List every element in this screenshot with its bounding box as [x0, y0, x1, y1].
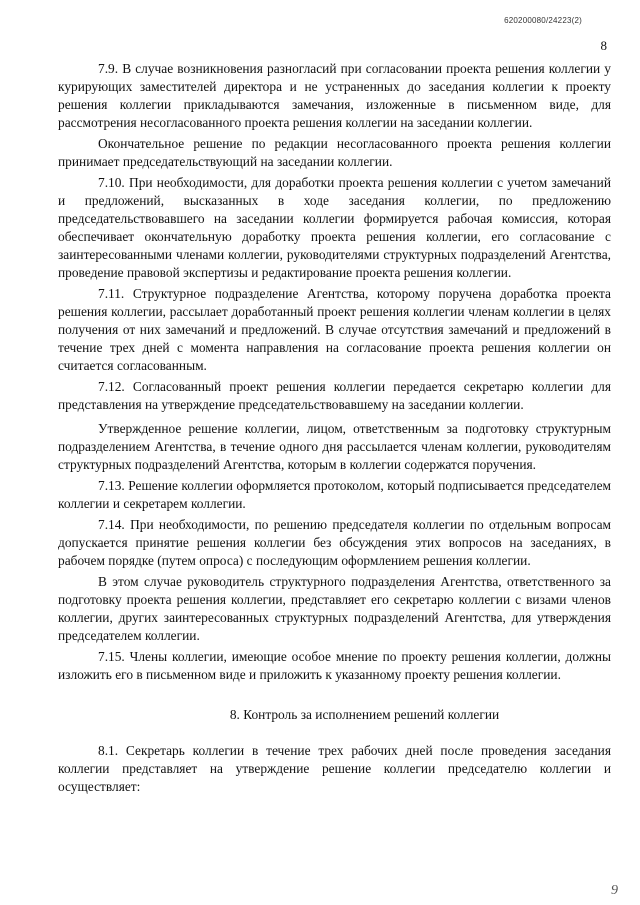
paragraph-7-12: 7.12. Согласованный проект решения коллегии передается секретарю коллегии для представления на утверждение председательствовавшему на заседании коллегии.: [58, 379, 611, 412]
page-number: 8: [600, 38, 607, 53]
paragraph-7-15: 7.15. Члены коллегии, имеющие особое мнение по проекту решения коллегии, должны изложить его в письменном виде и приложить к указанному проекту решения коллегии.: [58, 649, 611, 682]
paragraph-7-10: 7.10. При необходимости, для доработки проекта решения коллегии с учетом замечаний и предложений, высказанных в ходе заседания коллегии, по предложению председательствовавшего на заседании коллегии формируется рабочая комиссия, которая обеспечивает окончательную доработку проекта решения коллегии, его согласование с заинтересованными членами коллегии, руководителями структурных подразделений Агентства, проведение правовой экспертизы и редактирование проекта решения коллегии.: [58, 175, 611, 280]
document-id: 620200080/24223(2): [504, 16, 582, 25]
document-body: [58, 60, 611, 799]
paragraph-7-14: 7.14. При необходимости, по решению председателя коллегии по отдельным вопросам допускается принятие решения коллегии без обсуждения этих вопросов на заседаниях, в рабочем порядке (путем опроса) с последующим оформлением решения коллегии.: [58, 517, 611, 568]
paragraph-7-13: 7.13. Решение коллегии оформляется протоколом, который подписывается председателем коллегии и секретарем коллегии.: [58, 478, 611, 511]
paragraph-approved-decision: Утвержденное решение коллегии, лицом, ответственным за подготовку структурным подразделением Агентства, в течение одного дня рассылается членам коллегии, руководителям структурных подразделений Агентства, которым в коллегии содержатся поручения.: [58, 421, 611, 472]
paragraph-8-1: 8.1. Секретарь коллегии в течение трех рабочих дней после проведения заседания коллегии представляет на утверждение решение коллегии председателю коллегии и осуществляет:: [58, 743, 611, 794]
paragraph-final-decision: Окончательное решение по редакции несогласованного проекта решения коллегии принимает председательствующий на заседании коллегии.: [58, 136, 611, 169]
paragraph-poll-case: В этом случае руководитель структурного подразделения Агентства, ответственного за подготовку проекта решения коллегии, представляет его секретарю коллегии с визами членов коллегии, других заинтересованных структурных подразделений Агентства, для утверждения председателем коллегии.: [58, 574, 611, 643]
paragraph-7-9: 7.9. В случае возникновения разногласий при согласовании проекта решения коллегии у курирующих заместителей директора и не устраненных до заседания коллегии к проекту решения коллегии прикладываются замечания, изложенные в письменном виде, для рассмотрения несогласованного проекта решения коллегии на заседании коллегии.: [58, 61, 611, 130]
paragraph-7-11: 7.11. Структурное подразделение Агентства, которому поручена доработка проекта решения коллегии, рассылает доработанный проект решения коллегии членам коллегии в целях получения от них замечаний и предложений. В случае отсутствия замечаний и предложений в течение трех дней с момента направления на согласование проекта решения коллегии он считается согласованным.: [58, 286, 611, 373]
section-heading: 8. Контроль за исполнением решений коллегии: [229, 707, 500, 722]
handwritten-mark: 9: [611, 883, 618, 898]
